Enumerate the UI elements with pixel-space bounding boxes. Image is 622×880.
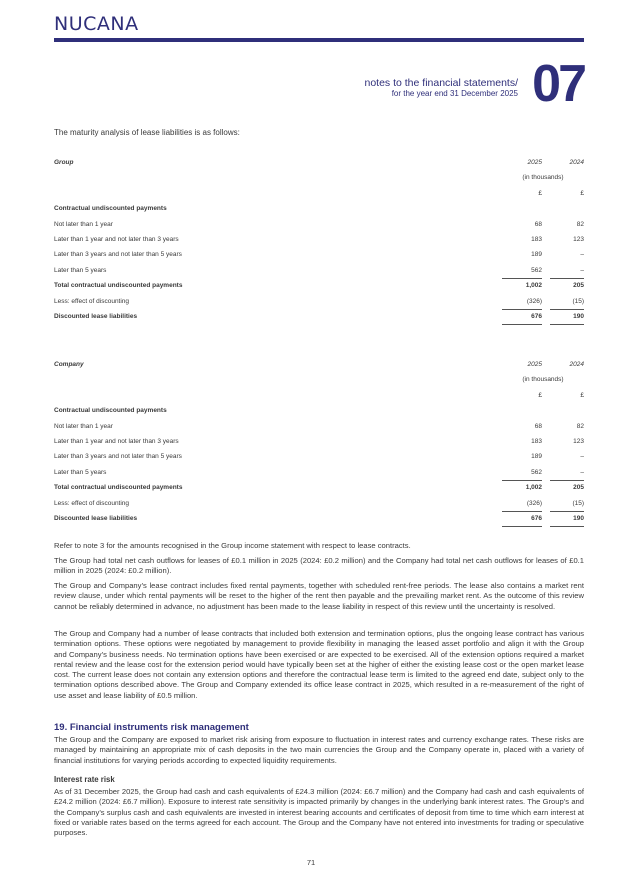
table-row (54, 247, 584, 262)
table-row (54, 217, 584, 232)
row-value: 68 (534, 220, 542, 228)
row-value: 183 (531, 437, 542, 445)
company-logo: NUCANA (54, 13, 139, 35)
row-label: Later than 1 year and not later than 3 years (54, 235, 179, 243)
row-value: 123 (573, 235, 584, 243)
currency-label: £ (538, 189, 542, 197)
table-section-label: Contractual undiscounted payments (54, 407, 167, 415)
row-value: (15) (550, 294, 584, 310)
year-header: 2025 (527, 159, 542, 166)
table-row (54, 434, 584, 449)
row-value: 189 (531, 251, 542, 259)
row-value: 68 (534, 422, 542, 430)
row-label: Discounted lease liabilities (54, 312, 138, 320)
note-paragraph: The Group and Company’s lease contract includes fixed rental payments, together with scheduled rent-free periods. The lease also contains a market rent review clause, under which rental payments will be reset to the higher of the rent then payable and the prevailing market rent. As the outcome of this review cannot be reliably determined in advance, no adjustment has been made to the lease liability in respect of this review until the uncertainty is resolved. (54, 581, 584, 611)
row-value: – (580, 251, 584, 259)
row-value: – (550, 263, 584, 279)
row-value: – (580, 453, 584, 461)
currency-label: £ (538, 391, 542, 399)
row-value: (326) (502, 496, 542, 512)
row-label: Less: effect of discounting (54, 297, 130, 305)
row-value: 1,002 (525, 484, 542, 492)
final-row (54, 309, 584, 324)
row-value: 676 (502, 511, 542, 527)
section-paragraph: The Group and the Company are exposed to market risk arising from exposure to fluctuation in interest rates and currency exchange rates. These risks are managed by maintaining an appropriate mix of cash deposits in the two main currencies the Group and the Company operate in, placed with a variety of financial institutions for varying periods according to expected liquidity requirements. (54, 735, 584, 765)
row-value: 562 (502, 263, 542, 279)
total-row (54, 480, 584, 495)
currency-label: £ (580, 391, 584, 399)
table-entity-label: Company (54, 361, 84, 368)
row-value: 190 (550, 511, 584, 527)
row-label: Later than 3 years and not later than 5 years (54, 453, 182, 461)
year-header: 2024 (569, 159, 584, 166)
row-value: 183 (531, 235, 542, 243)
row-value: 1,002 (525, 282, 542, 290)
total-row (54, 278, 584, 293)
unit-label: (in thousands) (522, 174, 564, 182)
section-heading: 19. Financial instruments risk management (54, 722, 249, 733)
table-entity-label: Group (54, 159, 74, 166)
note-paragraph: Refer to note 3 for the amounts recognised in the Group income statement with respect to lease contracts. (54, 541, 411, 550)
section-title: notes to the financial statements/ (364, 77, 518, 89)
note-paragraph: The Group and Company had a number of lease contracts that included both extension and termination options, plus the ongoing lease contract has various termination options. These options were negotiated by management to provide flexibility in managing the leased asset portfolio and align it with the Group and Company’s business needs. No termination options have been exercised or are expected to be exercised. All of the extension options required a market rental review and the lease cost for the extension period would have typically been set at the higher of either the existing lease cost or the open market lease cost. The current lease does not contain any extension options and therefore the contractual lease term is limited to the agreed end date, subject only to the termination options described above. The Group and Company extended its office lease contract in 2025, which resulted in a re-measurement of the right of use asset and lease liability of £0.5 million. (54, 629, 584, 700)
table-row (54, 232, 584, 247)
unit-label: (in thousands) (522, 376, 564, 384)
row-value: (326) (502, 294, 542, 310)
table-row (54, 496, 584, 511)
section-subtitle: for the year end 31 December 2025 (391, 89, 518, 98)
table-row (54, 263, 584, 278)
currency-label: £ (580, 189, 584, 197)
row-value: 205 (573, 282, 584, 290)
row-value: 676 (502, 309, 542, 325)
section-header (364, 77, 518, 99)
row-label: Later than 5 years (54, 266, 107, 274)
row-value: 205 (573, 484, 584, 492)
row-label: Total contractual undiscounted payments (54, 484, 183, 492)
header-rule (54, 38, 584, 42)
chapter-number: 07 (532, 55, 584, 113)
row-label: Later than 3 years and not later than 5 years (54, 251, 182, 259)
row-value: 190 (550, 309, 584, 325)
row-label: Not later than 1 year (54, 220, 113, 228)
subsection-heading: Interest rate risk (54, 775, 115, 784)
table-row (54, 465, 584, 480)
table-section-label: Contractual undiscounted payments (54, 205, 167, 213)
row-value: (15) (550, 496, 584, 512)
row-label: Less: effect of discounting (54, 499, 130, 507)
row-label: Discounted lease liabilities (54, 514, 138, 522)
page-number: 71 (306, 858, 316, 867)
row-label: Later than 1 year and not later than 3 years (54, 437, 179, 445)
note-paragraph: The Group had total net cash outflows for leases of £0.1 million in 2025 (2024: £0.2 million) and the Company had total net cash outflows for leases of £0.1 million in 2025 (2024: £0.2 million). (54, 556, 584, 576)
row-value: 82 (576, 220, 584, 228)
table-row (54, 419, 584, 434)
row-value: 562 (502, 465, 542, 481)
row-label: Total contractual undiscounted payments (54, 282, 183, 290)
table-row (54, 294, 584, 309)
row-value: – (550, 465, 584, 481)
year-header: 2024 (569, 361, 584, 368)
group-lease-table (54, 155, 584, 324)
row-label: Later than 5 years (54, 468, 107, 476)
final-row (54, 511, 584, 526)
company-lease-table (54, 357, 584, 526)
row-value: 189 (531, 453, 542, 461)
row-value: 82 (576, 422, 584, 430)
row-value: 123 (573, 437, 584, 445)
table-row (54, 449, 584, 464)
year-header: 2025 (527, 361, 542, 368)
subsection-paragraph: As of 31 December 2025, the Group had cash and cash equivalents of £24.3 million (2024: £6.7 million) and the Company had cash and cash equivalents of £24.2 million (2024: £6.7 million). Exposure to interest rate sensitivity is impacted primarily by changes in the underlying bank interest rates. The Group’s and the Company’s surplus cash and cash equivalents are invested in interest bearing accounts and certificates of deposit from time to time which earn interest at fixed or variable rates based on the terms agreed for each account. The Group and the Company have not entered into investments for trading or speculative purposes. (54, 787, 584, 838)
row-label: Not later than 1 year (54, 422, 113, 430)
intro-text: The maturity analysis of lease liabilities is as follows: (54, 128, 240, 137)
